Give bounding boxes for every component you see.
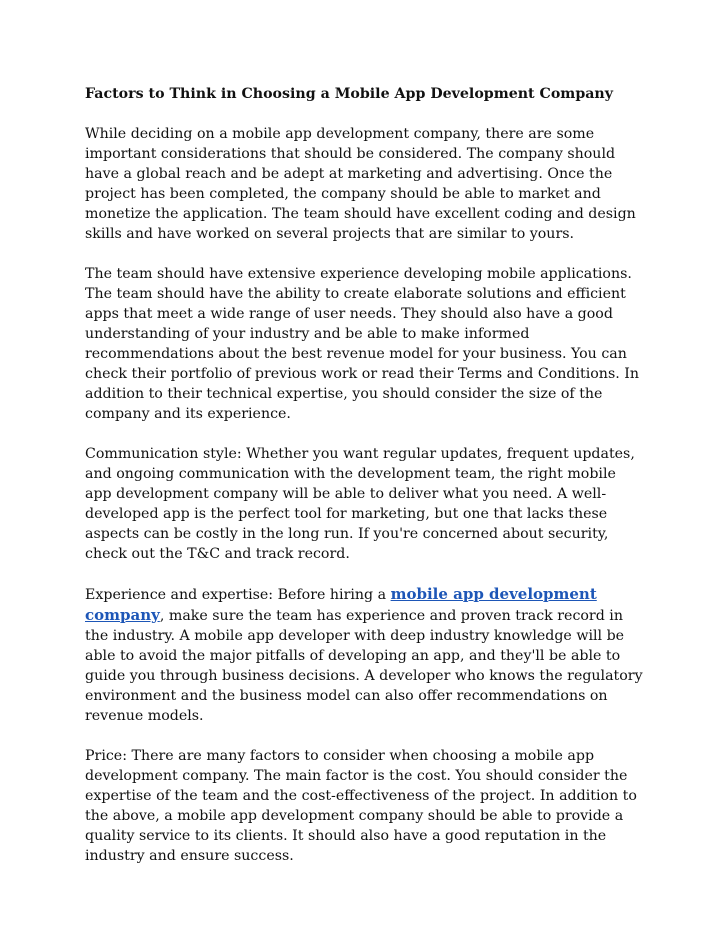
experience-text-before-link: Experience and expertise: Before hiring a [85, 587, 391, 603]
paragraph-communication-style: Communication style: Whether you want regular updates, frequent updates, and ongoing communication with the development team, the right mobile app development company will be able to deliver what you need. A well-developed app is the perfect tool for marketing, but one that lacks these aspects can be costly in the long run. If you're concerned about security, check out the T&C and track record. [85, 446, 635, 562]
document-title: Factors to Think in Choosing a Mobile App Development Company [85, 86, 613, 102]
paragraph-experience-expertise [85, 584, 645, 726]
paragraph-team-experience: The team should have extensive experience developing mobile applications. The team should have the ability to create elaborate solutions and efficient apps that meet a wide range of user needs. They should also have a good understanding of your industry and be able to make informed recommendations about the best revenue model for your business. You can check their portfolio of previous work or read their Terms and Conditions. In addition to their technical expertise, you should consider the size of the company and its experience. [85, 266, 639, 422]
experience-text-after-link: , make sure the team has experience and proven track record in the industry. A mobile app developer with deep industry knowledge will be able to avoid the major pitfalls of developing an app, and they'll be able to guide you through business decisions. A developer who knows the regulatory environment and the business model can also offer recommendations on revenue models. [85, 608, 643, 724]
paragraph-price: Price: There are many factors to consider when choosing a mobile app development company. The main factor is the cost. You should consider the expertise of the team and the cost-effectiveness of the project. In addition to the above, a mobile app development company should be able to provide a quality service to its clients. It should also have a good reputation in the industry and ensure success. [85, 748, 637, 864]
mobile-app-development-company-link[interactable]: mobile app development company [85, 585, 597, 624]
paragraph-considerations: While deciding on a mobile app development company, there are some important considerations that should be considered. The company should have a global reach and be adept at marketing and advertising. Once the project has been completed, the company should be able to market and monetize the application. The team should have excellent coding and design skills and have worked on several projects that are similar to yours. [85, 126, 636, 242]
document-page [85, 80, 645, 886]
